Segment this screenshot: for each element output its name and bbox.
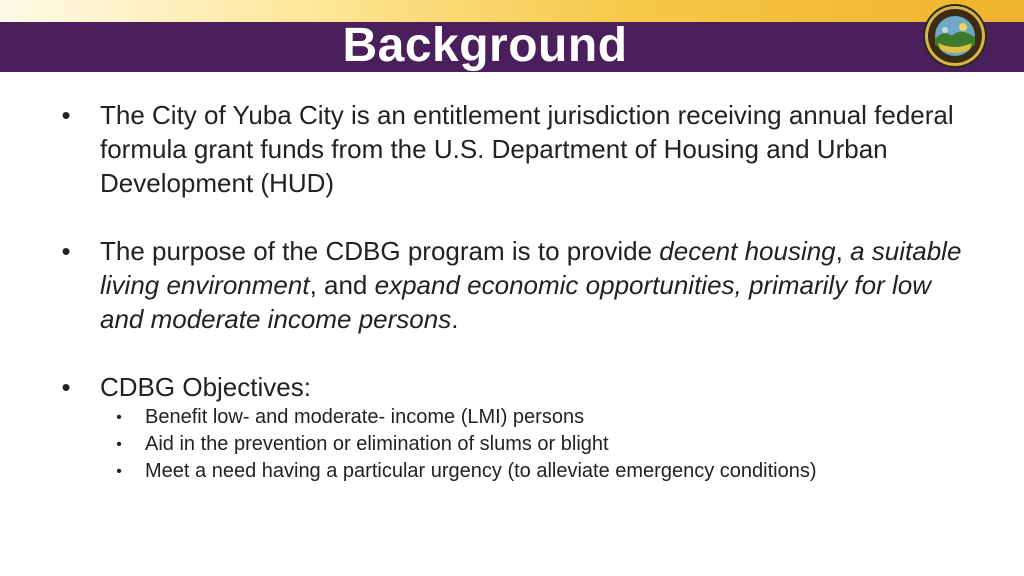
- bullet-entitlement: [56, 98, 976, 200]
- bullet-text-part: The purpose of the CDBG program is to provide: [100, 236, 660, 266]
- slide-body: [56, 98, 976, 485]
- city-seal-logo: [922, 3, 988, 69]
- sub-bullet-text: Benefit low- and moderate- income (LMI) persons: [145, 406, 585, 428]
- bullet-text-part: ,: [835, 236, 851, 266]
- bullet-cdbg-purpose: [56, 234, 976, 336]
- sub-bullet-urgency: [56, 458, 976, 485]
- sub-bullet-text: Aid in the prevention or elimination of slums or blight: [145, 433, 609, 455]
- bullet-italic-decent-housing: decent housing: [659, 236, 836, 266]
- bullet-cdbg-objectives: [56, 370, 976, 404]
- bullet-marker: •: [61, 100, 71, 130]
- sub-bullet-text: Meet a need having a particular urgency (to alleviate emergency conditions): [145, 460, 817, 482]
- sub-bullet-slums-blight: [56, 431, 976, 458]
- bullet-marker: •: [61, 372, 71, 402]
- sub-bullet-marker: •: [116, 463, 122, 480]
- bullet-italic-living-environment: a suitable living environment: [100, 236, 962, 300]
- sub-bullet-marker: •: [116, 436, 122, 453]
- bullet-text-part: , and: [309, 270, 375, 300]
- bullet-marker: •: [61, 236, 71, 266]
- slide-title: Background: [342, 19, 628, 72]
- sub-bullet-lmi: [56, 404, 976, 431]
- bullet-text: The City of Yuba City is an entitlement jurisdiction receiving annual federal formula grant funds from the U.S. Department of Housing and Urban Development (HUD): [100, 100, 954, 198]
- bullet-text: CDBG Objectives:: [100, 372, 311, 402]
- bullet-text-part: .: [451, 304, 459, 334]
- sub-bullet-marker: •: [116, 409, 122, 426]
- bullet-italic-economic-opportunities: expand economic opportunities, primarily for low and moderate income persons: [100, 270, 931, 334]
